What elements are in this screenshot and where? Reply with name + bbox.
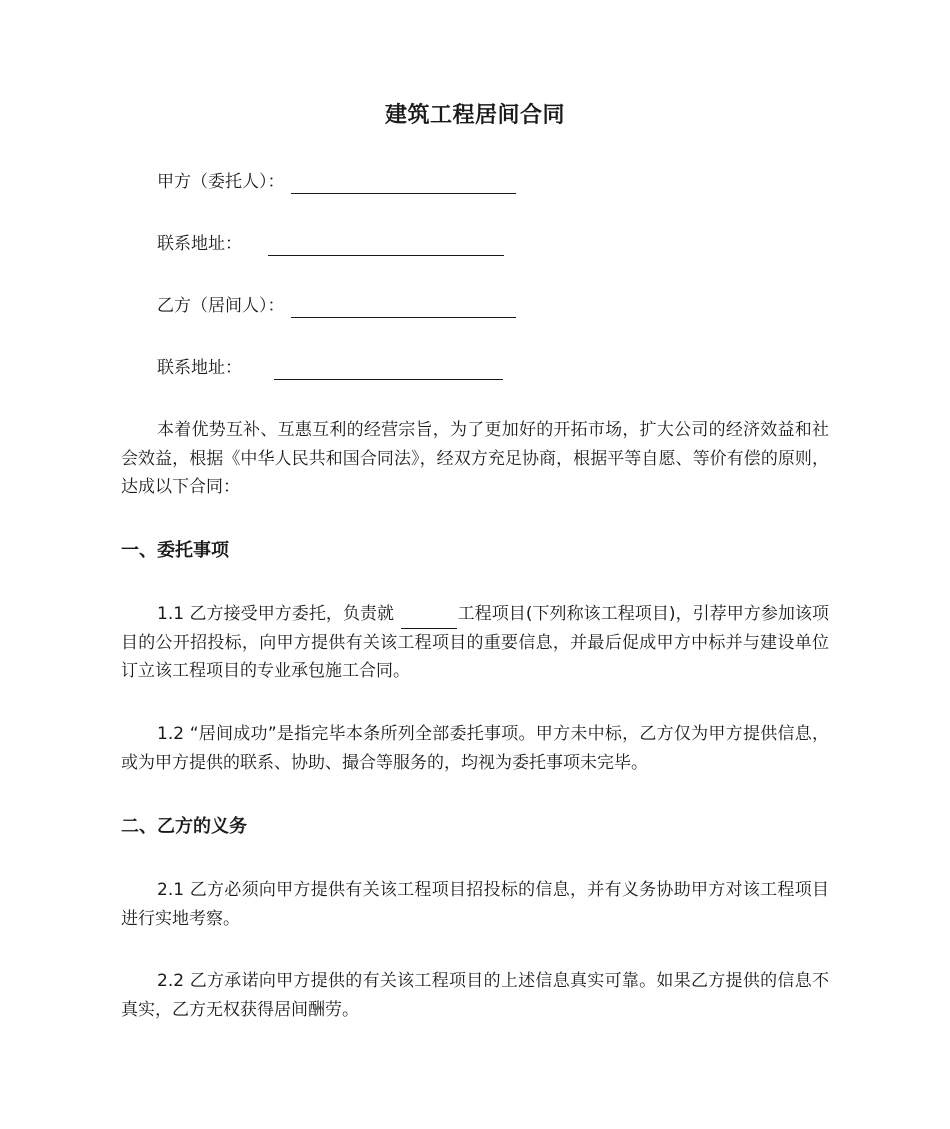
clause-1-1 [121,600,829,686]
party-b-address-field [157,356,503,380]
party-b-label: 乙方（居间人）： [157,296,285,316]
party-a-label: 甲方（委托人）： [157,172,285,192]
party-b-address-label: 联系地址： [157,358,242,378]
clause-1-1-before: 1.1 乙方接受甲方委托，负责就 [157,604,400,624]
party-a-address-label: 联系地址： [157,234,242,254]
clause-2-2: 2.2 乙方承诺向甲方提供的有关该工程项目的上述信息真实可靠。如果乙方提供的信息不真实，乙方无权获得居间酬劳。 [121,971,829,1020]
party-a-address-field [157,232,504,256]
party-b-field [157,294,516,318]
clause-1-1-after: 工程项目(下列称该工程项目)，引荐甲方参加该项目的公开招投标，向甲方提供有关该工程项目的重要信息，并最后促成甲方中标并与建设单位订立该工程项目的专业承包施工合同。 [121,604,830,681]
party-b-blank [291,297,516,318]
clause-1-2: 1.2 “居间成功”是指完毕本条所列全部委托事项。甲方未中标，乙方仅为甲方提供信息，或为甲方提供的联系、协助、撮合等服务的，均视为委托事项未完毕。 [121,724,829,773]
project-name-blank [401,608,457,629]
party-a-address-blank [268,235,504,256]
intro-paragraph: 本着优势互补、互惠互利的经营宗旨，为了更加好的开拓市场，扩大公司的经济效益和社会效益，根据《中华人民共和国合同法》，经双方充足协商，根据平等自愿、等价有偿的原则，达成以下合同： [121,420,829,497]
section-heading-obligations: 二、乙方的义务 [121,816,247,837]
clause-2-1: 2.1 乙方必须向甲方提供有关该工程项目招投标的信息，并有义务协助甲方对该工程项目进行实地考察。 [121,880,829,929]
document-title: 建筑工程居间合同 [384,103,565,128]
party-a-blank [291,173,516,194]
party-b-address-blank [274,359,503,380]
section-heading-commission: 一、委托事项 [121,540,229,561]
party-a-field [157,170,516,194]
